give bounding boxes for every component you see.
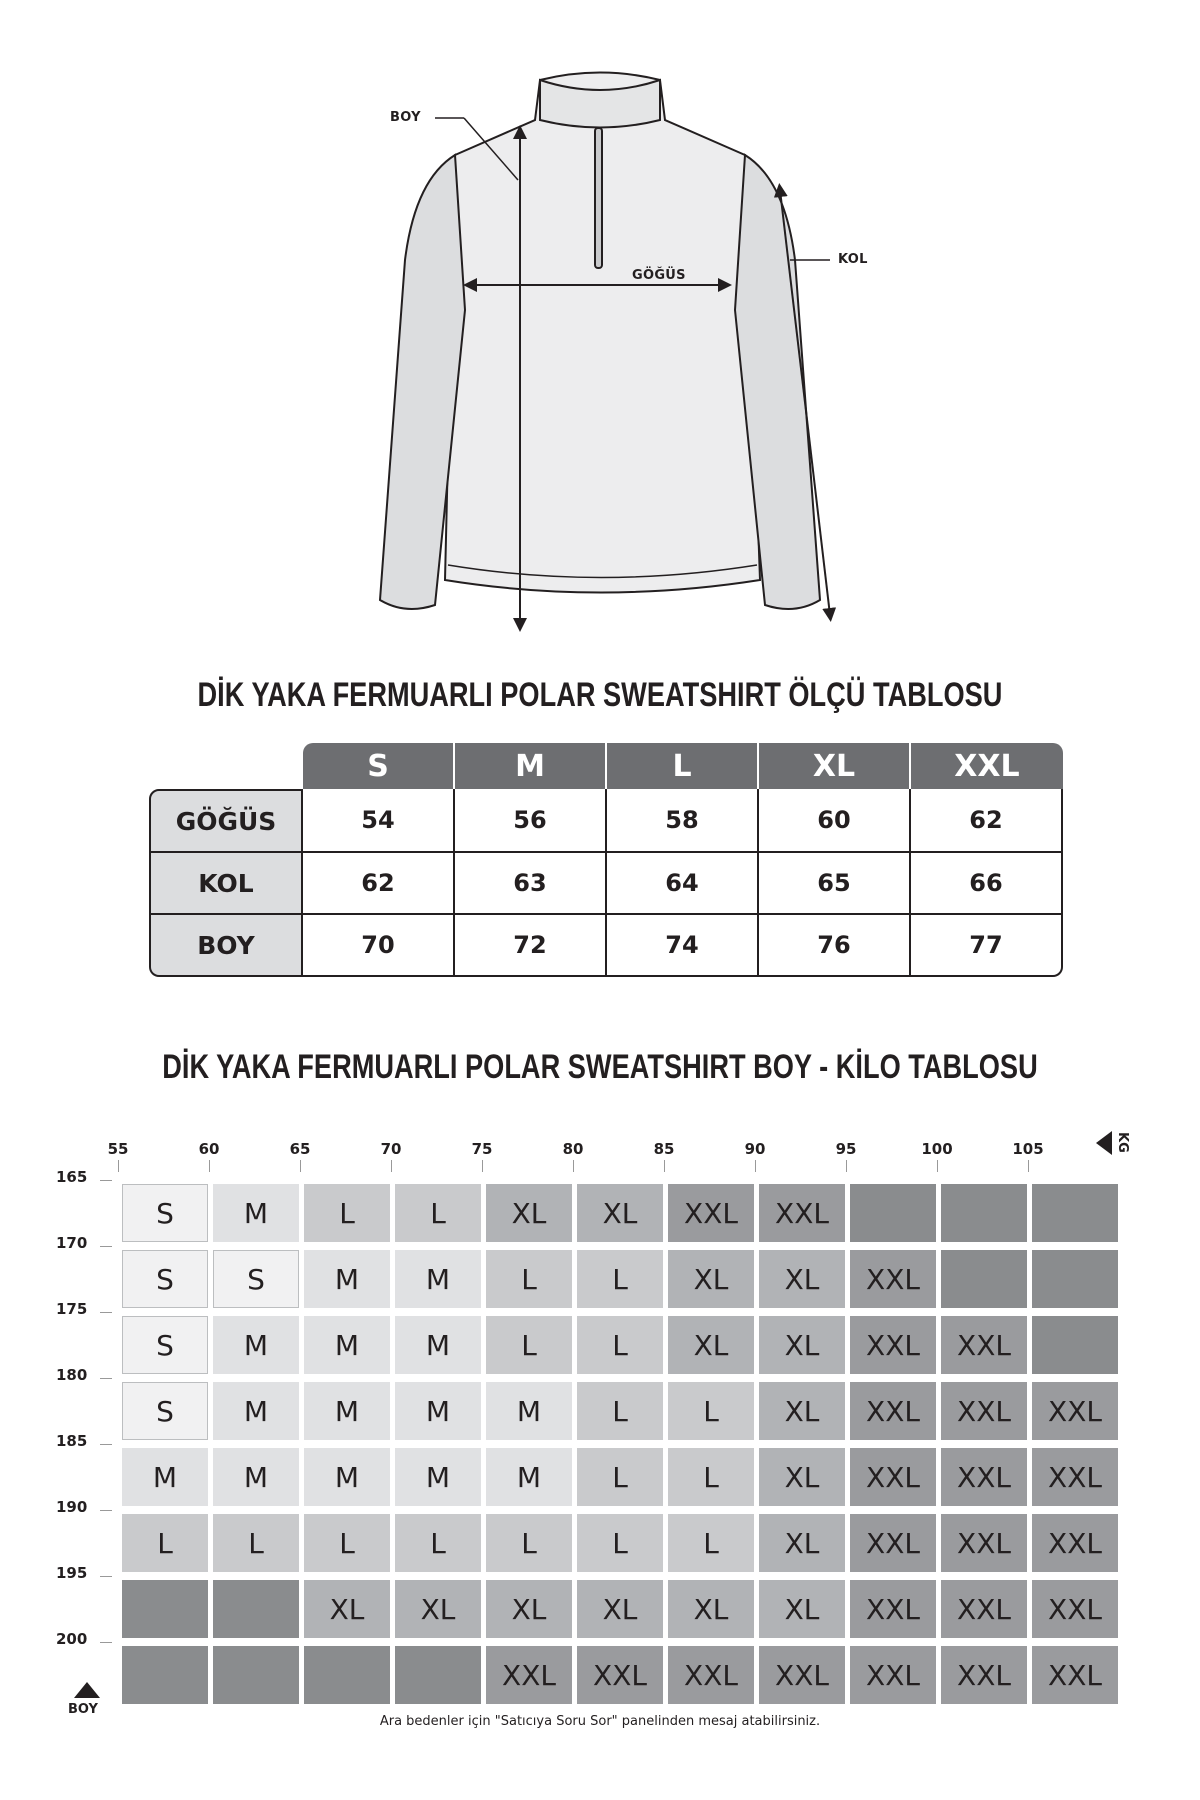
size-cell: M <box>213 1184 299 1242</box>
size-cell: L <box>395 1514 481 1572</box>
size-cell: XXL <box>1032 1646 1118 1704</box>
size-cell <box>395 1646 481 1704</box>
kg-tick-label: 80 <box>562 1140 584 1158</box>
size-cell: M <box>213 1382 299 1440</box>
size-cell: S <box>122 1316 208 1374</box>
size-cell: XXL <box>850 1580 936 1638</box>
size-cell <box>941 1250 1027 1308</box>
size-cell: M <box>213 1448 299 1506</box>
table-cell: 77 <box>911 915 1063 977</box>
boy-arrow-icon <box>72 1680 102 1700</box>
kg-tick-mark <box>1028 1160 1029 1172</box>
boy-tick-mark <box>100 1576 112 1577</box>
size-cell: L <box>213 1514 299 1572</box>
kg-tick-mark <box>118 1160 119 1172</box>
table-cell: 76 <box>759 915 911 977</box>
gogus-label: GÖĞÜS <box>632 268 686 283</box>
table-cell: 62 <box>303 853 455 915</box>
size-cell: M <box>122 1448 208 1506</box>
size-cell: XXL <box>941 1514 1027 1572</box>
size-cell: XL <box>668 1250 754 1308</box>
size-cell: XL <box>395 1580 481 1638</box>
size-cell: XXL <box>941 1316 1027 1374</box>
size-header: L <box>607 743 759 789</box>
size-cell: M <box>486 1382 572 1440</box>
size-cell: L <box>577 1514 663 1572</box>
size-cell: M <box>304 1448 390 1506</box>
kg-tick-mark <box>664 1160 665 1172</box>
size-chart <box>0 1120 1200 1740</box>
size-cell: M <box>395 1250 481 1308</box>
kg-tick-mark <box>482 1160 483 1172</box>
kg-label: KG <box>1115 1132 1130 1153</box>
size-cell: M <box>304 1316 390 1374</box>
size-header: XL <box>759 743 911 789</box>
size-cell: XL <box>668 1580 754 1638</box>
boy-tick-label: 200 <box>56 1630 88 1648</box>
size-cell: XL <box>759 1580 845 1638</box>
size-header-row <box>149 743 1063 789</box>
kg-tick-mark <box>391 1160 392 1172</box>
table-cell: 56 <box>455 789 607 853</box>
size-cell: L <box>122 1514 208 1572</box>
size-cell: L <box>304 1184 390 1242</box>
size-cell: XXL <box>759 1646 845 1704</box>
table-cell: 63 <box>455 853 607 915</box>
boy-tick-label: 185 <box>56 1432 88 1450</box>
kg-tick-label: 60 <box>198 1140 220 1158</box>
size-cell: L <box>668 1448 754 1506</box>
size-cell: XXL <box>941 1382 1027 1440</box>
size-cell: L <box>577 1316 663 1374</box>
size-cell: L <box>668 1514 754 1572</box>
boy-tick-label: 170 <box>56 1234 88 1252</box>
table-row <box>149 789 1063 853</box>
size-cell: XXL <box>1032 1448 1118 1506</box>
table-cell: 66 <box>911 853 1063 915</box>
boy-tick-mark <box>100 1180 112 1181</box>
size-cell: XL <box>486 1184 572 1242</box>
size-cell: L <box>486 1316 572 1374</box>
size-cell: XXL <box>577 1646 663 1704</box>
kg-tick-label: 90 <box>744 1140 766 1158</box>
size-cell: XXL <box>850 1448 936 1506</box>
table-cell: 65 <box>759 853 911 915</box>
table-cell: 60 <box>759 789 911 853</box>
kg-tick-label: 75 <box>471 1140 493 1158</box>
row-header: GÖĞÜS <box>149 789 303 853</box>
size-cell: XXL <box>1032 1514 1118 1572</box>
kg-tick-mark <box>209 1160 210 1172</box>
table-cell: 62 <box>911 789 1063 853</box>
size-cell: S <box>122 1250 208 1308</box>
size-cell: S <box>122 1382 208 1440</box>
kg-tick-label: 65 <box>289 1140 311 1158</box>
size-cell <box>122 1580 208 1638</box>
size-chart-title: DİK YAKA FERMUARLI POLAR SWEATSHIRT BOY - KİLO TABLOSU <box>162 1048 1038 1086</box>
row-header: KOL <box>149 853 303 915</box>
boy-tick-mark <box>100 1444 112 1445</box>
size-cell: L <box>304 1514 390 1572</box>
size-cell: XXL <box>850 1646 936 1704</box>
footnote: Ara bedenler için "Satıcıya Soru Sor" panelinden mesaj atabilirsiniz. <box>379 1714 821 1729</box>
boy-tick-label: 190 <box>56 1498 88 1516</box>
kg-tick-mark <box>846 1160 847 1172</box>
size-cell <box>122 1646 208 1704</box>
size-cell: XXL <box>759 1184 845 1242</box>
kg-tick-label: 105 <box>1012 1140 1044 1158</box>
size-cell: XL <box>486 1580 572 1638</box>
size-cell: L <box>395 1184 481 1242</box>
kol-label: KOL <box>838 252 868 267</box>
size-cell: XXL <box>668 1646 754 1704</box>
size-cell: XL <box>668 1316 754 1374</box>
size-cell: XL <box>759 1514 845 1572</box>
size-cell: XXL <box>941 1448 1027 1506</box>
boy-tick-mark <box>100 1378 112 1379</box>
kg-tick-mark <box>937 1160 938 1172</box>
boy-tick-label: 195 <box>56 1564 88 1582</box>
size-cell: XL <box>577 1184 663 1242</box>
boy-tick-label: 175 <box>56 1300 88 1318</box>
size-cell: XXL <box>850 1316 936 1374</box>
size-cell: M <box>395 1448 481 1506</box>
size-cell: XL <box>759 1250 845 1308</box>
size-cell: XXL <box>850 1382 936 1440</box>
measurement-table <box>149 743 1063 977</box>
kg-tick-label: 85 <box>653 1140 675 1158</box>
size-cell <box>213 1580 299 1638</box>
boy-tick-mark <box>100 1246 112 1247</box>
boy-tick-mark <box>100 1642 112 1643</box>
size-cell: XXL <box>941 1580 1027 1638</box>
row-header: BOY <box>149 915 303 977</box>
kg-tick-mark <box>755 1160 756 1172</box>
table-row <box>149 853 1063 915</box>
size-cell <box>850 1184 936 1242</box>
size-cell: XL <box>759 1448 845 1506</box>
size-header: XXL <box>911 743 1063 789</box>
size-cell: M <box>213 1316 299 1374</box>
size-cell: XL <box>304 1580 390 1638</box>
kg-tick-label: 70 <box>380 1140 402 1158</box>
size-cell: M <box>395 1316 481 1374</box>
size-cell <box>941 1184 1027 1242</box>
boy-tick-mark <box>100 1510 112 1511</box>
boy-label: BOY <box>390 110 421 125</box>
size-cell: XXL <box>850 1250 936 1308</box>
table-cell: 64 <box>607 853 759 915</box>
garment-diagram <box>360 60 880 660</box>
kg-tick-label: 55 <box>107 1140 129 1158</box>
size-cell <box>1032 1250 1118 1308</box>
size-cell: M <box>304 1382 390 1440</box>
size-cell: XXL <box>941 1646 1027 1704</box>
table-cell: 70 <box>303 915 455 977</box>
table-cell: 54 <box>303 789 455 853</box>
size-cell: L <box>668 1382 754 1440</box>
size-cell: XXL <box>668 1184 754 1242</box>
size-cell: L <box>577 1250 663 1308</box>
size-header: M <box>455 743 607 789</box>
size-cell: XL <box>577 1580 663 1638</box>
size-cell: L <box>577 1448 663 1506</box>
table-cell: 58 <box>607 789 759 853</box>
size-cell <box>304 1646 390 1704</box>
size-cell: XXL <box>1032 1580 1118 1638</box>
boy-tick-label: 165 <box>56 1168 88 1186</box>
boy-tick-mark <box>100 1312 112 1313</box>
measurement-table-title: DİK YAKA FERMUARLI POLAR SWEATSHIRT ÖLÇÜ TABLOSU <box>197 676 1003 714</box>
size-cell: S <box>122 1184 208 1242</box>
size-cell: XXL <box>1032 1382 1118 1440</box>
size-cell: M <box>395 1382 481 1440</box>
table-cell: 72 <box>455 915 607 977</box>
size-cell: XXL <box>486 1646 572 1704</box>
size-cell <box>1032 1184 1118 1242</box>
size-cell: M <box>486 1448 572 1506</box>
boy-label: BOY <box>68 1702 98 1717</box>
size-cell: L <box>577 1382 663 1440</box>
table-corner <box>149 743 303 789</box>
table-row <box>149 915 1063 977</box>
boy-tick-label: 180 <box>56 1366 88 1384</box>
size-cell: L <box>486 1514 572 1572</box>
size-cell: S <box>213 1250 299 1308</box>
size-cell: L <box>486 1250 572 1308</box>
kg-tick-mark <box>300 1160 301 1172</box>
kg-tick-label: 100 <box>921 1140 953 1158</box>
kg-tick-mark <box>573 1160 574 1172</box>
table-cell: 74 <box>607 915 759 977</box>
size-cell: M <box>304 1250 390 1308</box>
size-cell <box>1032 1316 1118 1374</box>
size-header: S <box>303 743 455 789</box>
size-cell: XL <box>759 1316 845 1374</box>
size-cell: XL <box>759 1382 845 1440</box>
kg-tick-label: 95 <box>835 1140 857 1158</box>
size-cell: XXL <box>850 1514 936 1572</box>
sweatshirt-illustration <box>360 60 880 660</box>
size-cell <box>213 1646 299 1704</box>
